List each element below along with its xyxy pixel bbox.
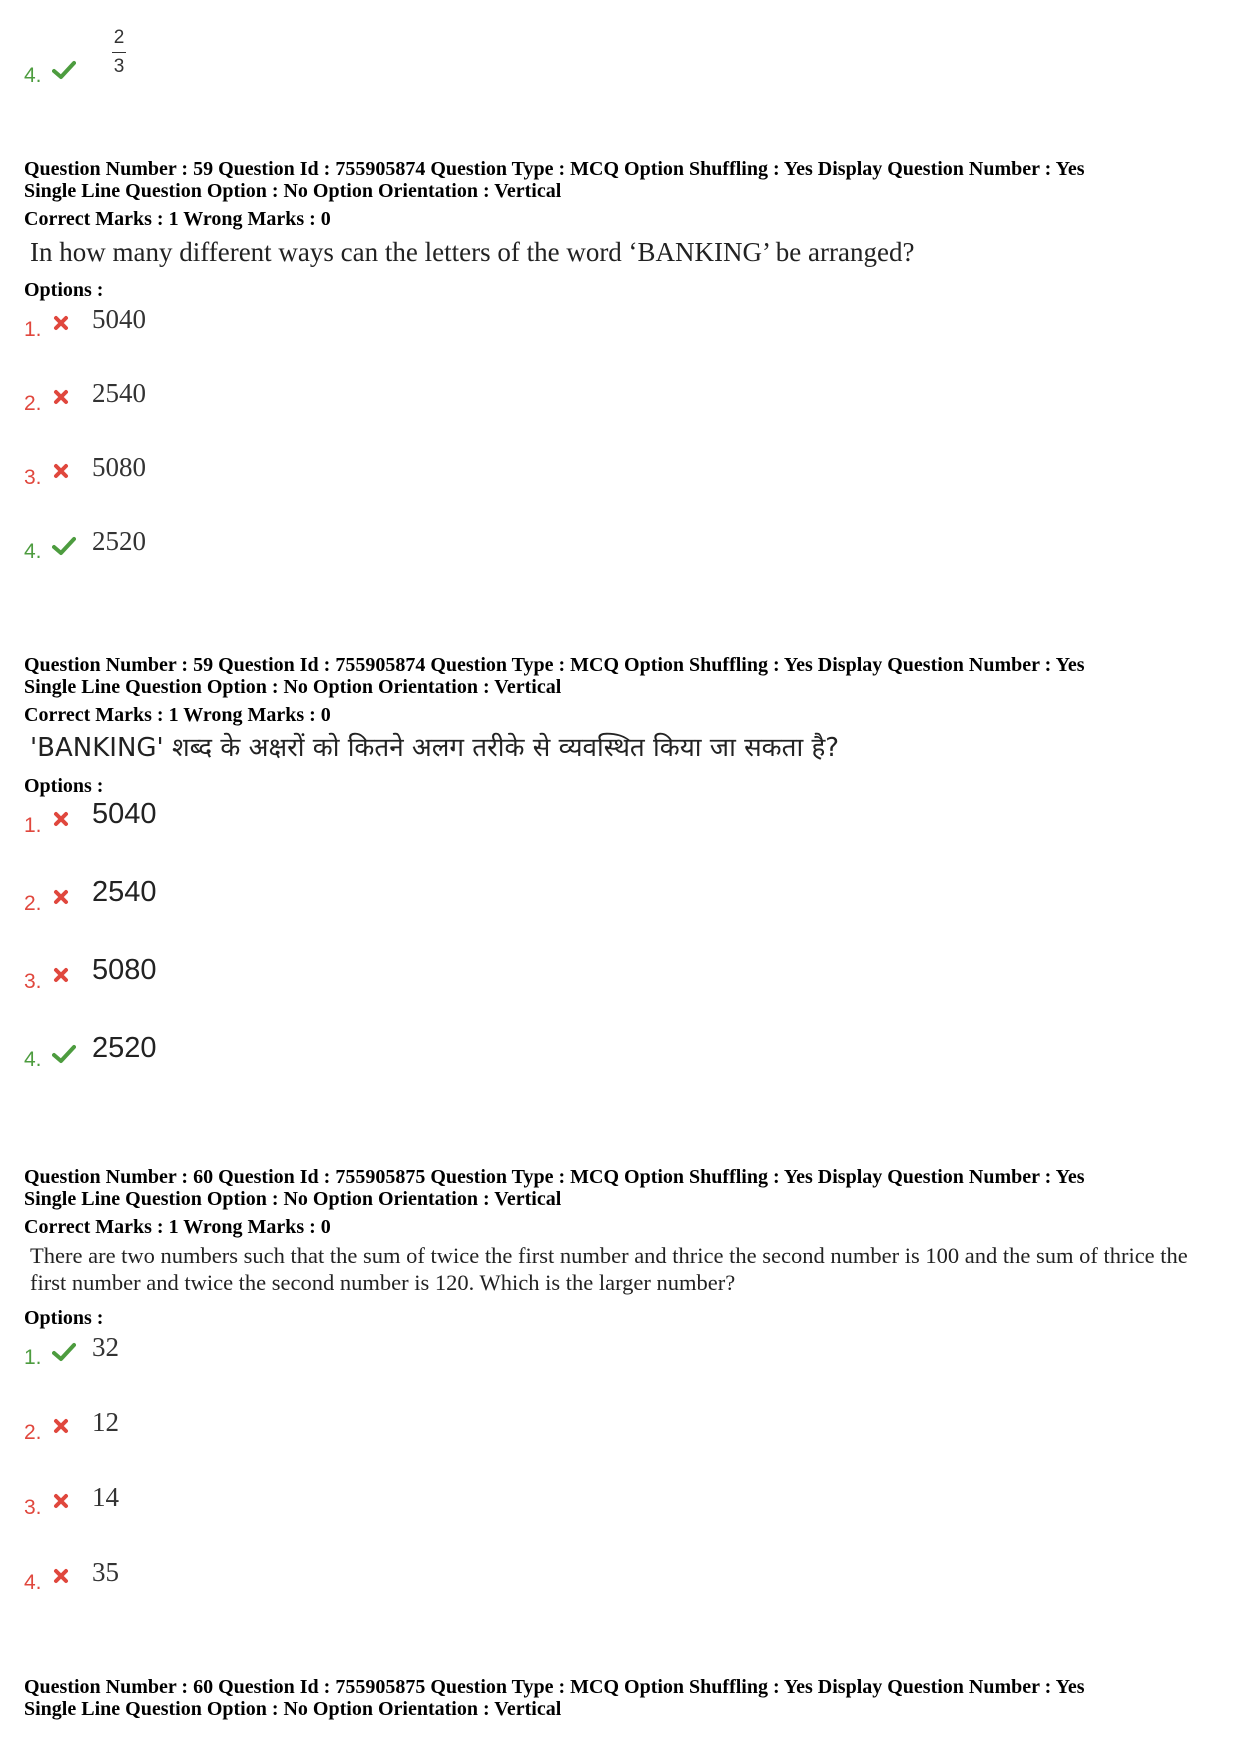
option-4 — [24, 1032, 1214, 1110]
option-number: 4. — [24, 1048, 42, 1071]
fraction-bar — [112, 52, 126, 53]
cross-icon — [52, 462, 70, 480]
option-value: 5080 — [92, 954, 157, 986]
option-number: 2. — [24, 1421, 42, 1444]
question-meta-line1: Question Number : 60 Question Id : 755905875 Question Type : MCQ Option Shuffling : Yes Display Question Number : Yes — [24, 1676, 1085, 1698]
option-value: 2520 — [92, 1032, 157, 1064]
fraction-denominator: 3 — [113, 56, 125, 77]
option-value: 2540 — [92, 378, 146, 408]
check-icon — [52, 1342, 76, 1362]
question-block-59-hindi — [24, 654, 1214, 1110]
options-list — [24, 1330, 1214, 1630]
cross-icon — [52, 966, 70, 984]
option-number: 1. — [24, 1346, 42, 1369]
option-value: 2520 — [92, 526, 146, 556]
question-block-60-hindi — [24, 1676, 1214, 1720]
check-icon — [52, 1044, 76, 1064]
option-number: 1. — [24, 318, 42, 341]
cross-icon — [52, 1492, 70, 1510]
option-value: 5080 — [92, 452, 146, 482]
option-value: 12 — [92, 1407, 119, 1437]
option-number: 3. — [24, 970, 42, 993]
option-3 — [24, 450, 1214, 524]
option-number: 4. — [24, 64, 42, 87]
fraction-numerator: 2 — [113, 27, 125, 48]
question-meta-line2: Single Line Question Option : No Option Orientation : Vertical — [24, 180, 562, 202]
cross-icon — [52, 1567, 70, 1585]
options-label: Options : — [24, 775, 104, 797]
option-value: 32 — [92, 1332, 119, 1362]
options-list — [24, 798, 1214, 1110]
option-3 — [24, 1480, 1214, 1555]
option-2 — [24, 1405, 1214, 1480]
cross-icon — [52, 314, 70, 332]
options-list — [24, 302, 1214, 598]
option-number: 2. — [24, 392, 42, 415]
question-meta-line2: Single Line Question Option : No Option Orientation : Vertical — [24, 1188, 562, 1210]
option-4 — [24, 524, 1214, 598]
option-2 — [24, 376, 1214, 450]
check-icon — [52, 60, 76, 80]
option-value: 35 — [92, 1557, 119, 1587]
option-2 — [24, 876, 1214, 954]
question-text: 'BANKING' शब्द के अक्षरों को कितने अलग तरीके से व्यवस्थित किया जा सकता है? — [30, 733, 840, 763]
option-number: 3. — [24, 1496, 42, 1519]
option-number: 2. — [24, 892, 42, 915]
option-number: 4. — [24, 1571, 42, 1594]
question-marks: Correct Marks : 1 Wrong Marks : 0 — [24, 208, 331, 230]
question-block-60-english — [24, 1166, 1214, 1630]
question-text: In how many different ways can the letters of the word ‘BANKING’ be arranged? — [30, 237, 915, 267]
question-meta-line1: Question Number : 59 Question Id : 755905874 Question Type : MCQ Option Shuffling : Yes Display Question Number : Yes — [24, 654, 1085, 676]
option-3 — [24, 954, 1214, 1032]
cross-icon — [52, 388, 70, 406]
option-1 — [24, 302, 1214, 376]
option-1 — [24, 798, 1214, 876]
cross-icon — [52, 888, 70, 906]
cross-icon — [52, 810, 70, 828]
question-meta-line2: Single Line Question Option : No Option Orientation : Vertical — [24, 676, 562, 698]
question-marks: Correct Marks : 1 Wrong Marks : 0 — [24, 1216, 331, 1238]
options-label: Options : — [24, 279, 104, 301]
option-value: 5040 — [92, 798, 157, 830]
fraction-value — [112, 28, 126, 76]
question-meta-line1: Question Number : 59 Question Id : 755905874 Question Type : MCQ Option Shuffling : Yes Display Question Number : Yes — [24, 158, 1085, 180]
option-value: 5040 — [92, 304, 146, 334]
question-marks: Correct Marks : 1 Wrong Marks : 0 — [24, 704, 331, 726]
cross-icon — [52, 1417, 70, 1435]
check-icon — [52, 536, 76, 556]
question-block-59-english — [24, 158, 1214, 598]
option-1 — [24, 1330, 1214, 1405]
option-number: 4. — [24, 540, 42, 563]
question-meta-line2: Single Line Question Option : No Option Orientation : Vertical — [24, 1698, 562, 1720]
option-number: 1. — [24, 814, 42, 837]
option-value: 14 — [92, 1482, 119, 1512]
question-text: There are two numbers such that the sum of twice the first number and thrice the second number is 100 and the sum of thrice the first number and twice the second number is 120. Which is the larger number? — [30, 1243, 1188, 1295]
option-value: 2540 — [92, 876, 157, 908]
option-number: 3. — [24, 466, 42, 489]
options-label: Options : — [24, 1307, 104, 1329]
option-4 — [24, 1555, 1214, 1630]
question-meta-line1: Question Number : 60 Question Id : 755905875 Question Type : MCQ Option Shuffling : Yes Display Question Number : Yes — [24, 1166, 1085, 1188]
